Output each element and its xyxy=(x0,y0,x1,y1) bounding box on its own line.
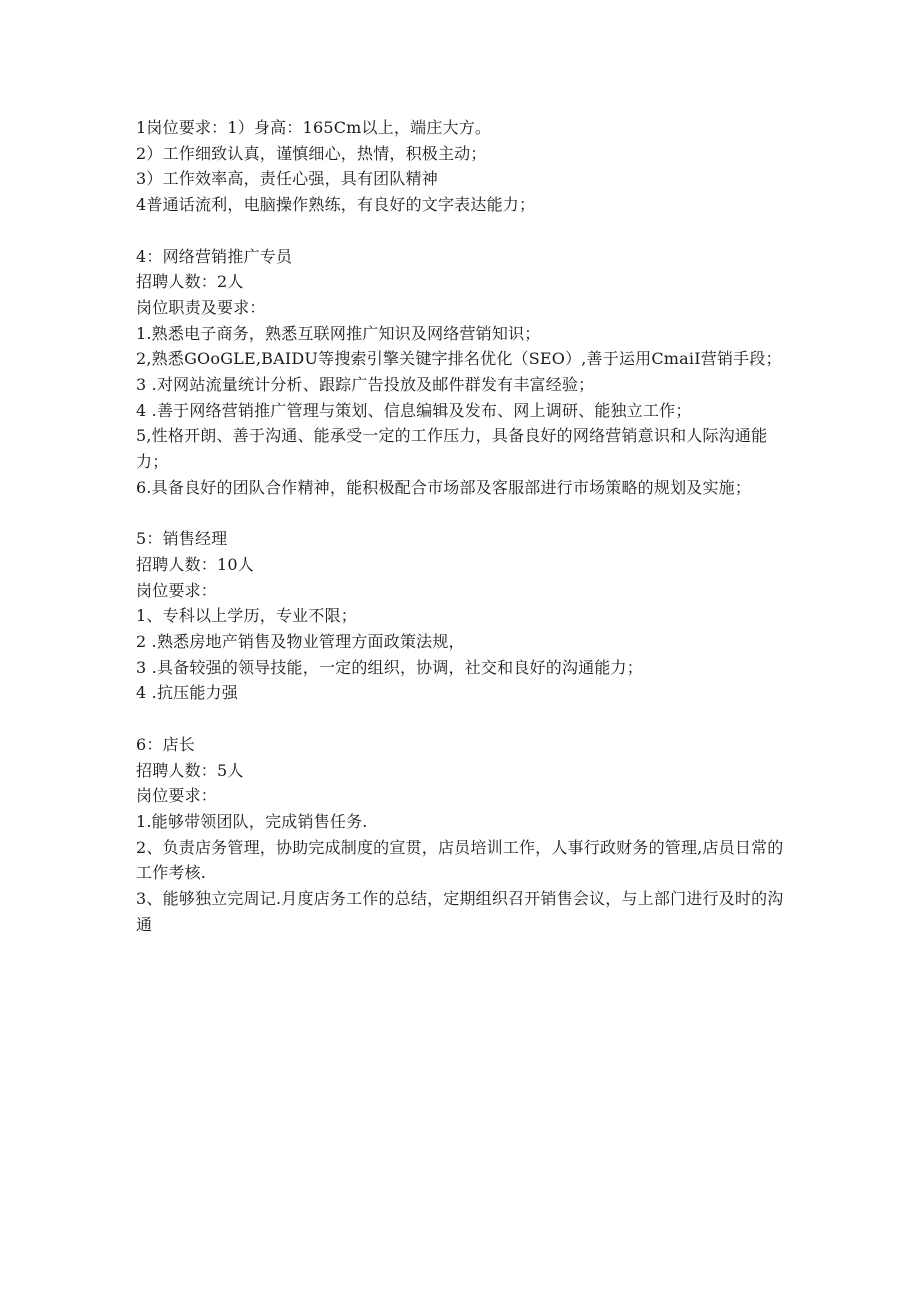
paragraph-gap xyxy=(136,501,786,527)
section-heading: 6：店长 xyxy=(136,734,195,754)
text-line: 1岗位要求：1）身高：165Cm以上，端庄大方。 xyxy=(136,118,492,137)
text-line: 1.熟悉电子商务，熟悉互联网推广知识及网络营销知识； xyxy=(136,323,541,343)
text-line: 4 .抗压能力强 xyxy=(136,683,238,703)
text-line: 2 .熟悉房地产销售及物业管理方面政策法规， xyxy=(136,632,465,652)
text-line: 6.具备良好的团队合作精神，能积极配合市场部及客服部进行市场策略的规划及实施； xyxy=(136,477,752,497)
text-line: 岗位要求： xyxy=(136,786,218,806)
paragraph-gap xyxy=(136,218,786,244)
text-line: 3、能够独立完周记.月度店务工作的总结，定期组织召开销售会议，与上部门进行及时的沟通 xyxy=(136,889,784,934)
document-body xyxy=(136,115,786,937)
text-line: 3 .对网站流量统计分析、跟踪广告投放及邮件群发有丰富经验； xyxy=(136,375,595,395)
text-line: 岗位要求： xyxy=(136,580,218,600)
text-line: 5,性格开朗、善于沟通、能承受一定的工作压力，具备良好的网络营销意识和人际沟通能力； xyxy=(136,426,768,472)
section-heading: 5：销售经理 xyxy=(136,529,228,549)
section-heading: 4：网络营销推广专员 xyxy=(136,246,293,266)
text-line: 1.能够带领团队，完成销售任务. xyxy=(136,811,368,831)
text-line: 4 .善于网络营销推广管理与策划、信息编辑及发布、网上调研、能独立工作； xyxy=(136,400,692,420)
text-line: 2,熟悉GOoGLE,BAIDU等搜索引擎关键字排名优化（SEO）,善于运用CmaiI营销手段； xyxy=(136,349,782,369)
section-sales-manager xyxy=(136,526,786,706)
text-line: 3）工作效率高，责任心强，具有团队精神 xyxy=(136,169,438,189)
section-store-manager xyxy=(136,732,786,938)
text-line: 4普通话流利，电脑操作熟练，有良好的文字表达能力； xyxy=(136,195,536,215)
text-line: 2、负责店务管理，协助完成制度的宣贯，店员培训工作，人事行政财务的管理,店员日常的工作考核. xyxy=(136,837,784,883)
text-line: 3 .具备较强的领导技能，一定的组织，协调，社交和良好的沟通能力； xyxy=(136,657,643,677)
text-line: 招聘人数：5人 xyxy=(136,760,244,780)
paragraph-gap xyxy=(136,706,786,732)
section-online-marketing-specialist xyxy=(136,244,786,501)
text-line: 招聘人数：2人 xyxy=(136,272,244,292)
section-general-requirements xyxy=(136,115,786,218)
text-line: 1、专科以上学历，专业不限； xyxy=(136,606,357,626)
text-line: 招聘人数：10人 xyxy=(136,554,254,574)
text-line: 2）工作细致认真，谨慎细心，热情，积极主动； xyxy=(136,143,487,163)
text-line: 岗位职责及要求： xyxy=(136,297,266,317)
